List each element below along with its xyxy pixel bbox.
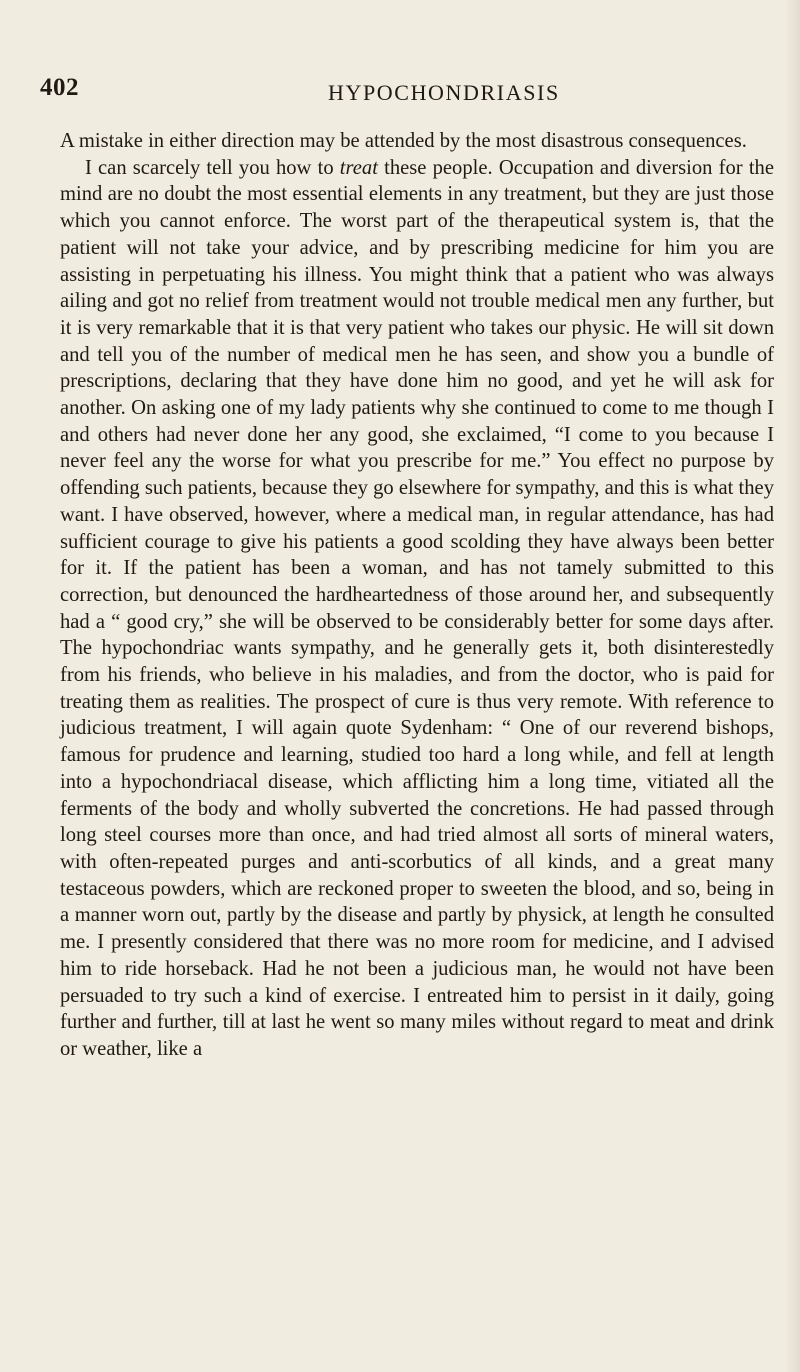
running-head: HYPOCHONDRIASIS	[328, 80, 560, 105]
body-text	[60, 128, 774, 1063]
paragraph-continued: A mistake in either direction may be attended by the most disastrous consequences.	[60, 130, 747, 152]
paragraph-text-rest: these people. Occupation and diversion for the mind are no doubt the most essential elements in any treatment, but they are just those which you cannot enforce. The worst part of the therapeutical system is, that the patient will not take your advice, and by prescribing medicine for him you are assisting in perpetuating his illness. You might think that a patient who was always ailing and got no relief from treatment would not trouble medical men any further, but it is very remarkable that it is that very patient who takes our physic. He will sit down and tell you of the number of medical men he has seen, and show you a bundle of prescriptions, declaring that they have done him no good, and yet he will ask for another. On asking one of my lady patients why she continued to come to me though I and others had never done her any good, she exclaimed, “I come to you because I never feel any the worse for what you prescribe for me.” You effect no purpose by offending such patients, because they go elsewhere for sympathy, and this is what they want. I have observed, however, where a medical man, in regular attendance, has had sufficient courage to give his patients a good scolding they have always been better for it. If the patient has been a woman, and has not tamely submitted to this correction, but denounced the hardheartedness of those around her, and subsequently had a “ good cry,” she will be observed to be considerably better for some days after. The hypochondriac wants sympathy, and he generally gets it, both disinterestedly from his friends, who believe in his maladies, and from the doctor, who is paid for treating them as realities. The prospect of cure is thus very remote. With reference to judicious treatment, I will again quote Sydenham: “ One of our reverend bishops, famous for prudence and learning, studied too hard a long while, and fell at length into a hypochondriacal disease, which afflicting him a long time, vitiated all the ferments of the body and wholly subverted the concretions. He had passed through long steel courses more than once, and had tried almost all sorts of mineral waters, with often-repeated purges and anti-scorbutics of all kinds, and a great many testaceous powders, which are reckoned proper to sweeten the blood, and so, being in a manner worn out, partly by the disease and partly by physick, at length he consulted me. I presently considered that there was no more room for medicine, and I advised him to ride horseback. Had he not been a judicious man, he would not have been persuaded to try such a kind of exercise. I entreated him to persist in it daily, going further and further, till at last he went so many miles without regard to meat and drink or weather, like a	[60, 156, 774, 1060]
page-header	[40, 74, 760, 114]
paragraph	[60, 155, 774, 1063]
page-edge-shadow	[784, 0, 800, 1372]
page-number: 402	[40, 74, 79, 101]
emphasized-word: treat	[339, 156, 378, 179]
paragraph-text-start: I can scarcely tell you how to	[85, 156, 340, 179]
